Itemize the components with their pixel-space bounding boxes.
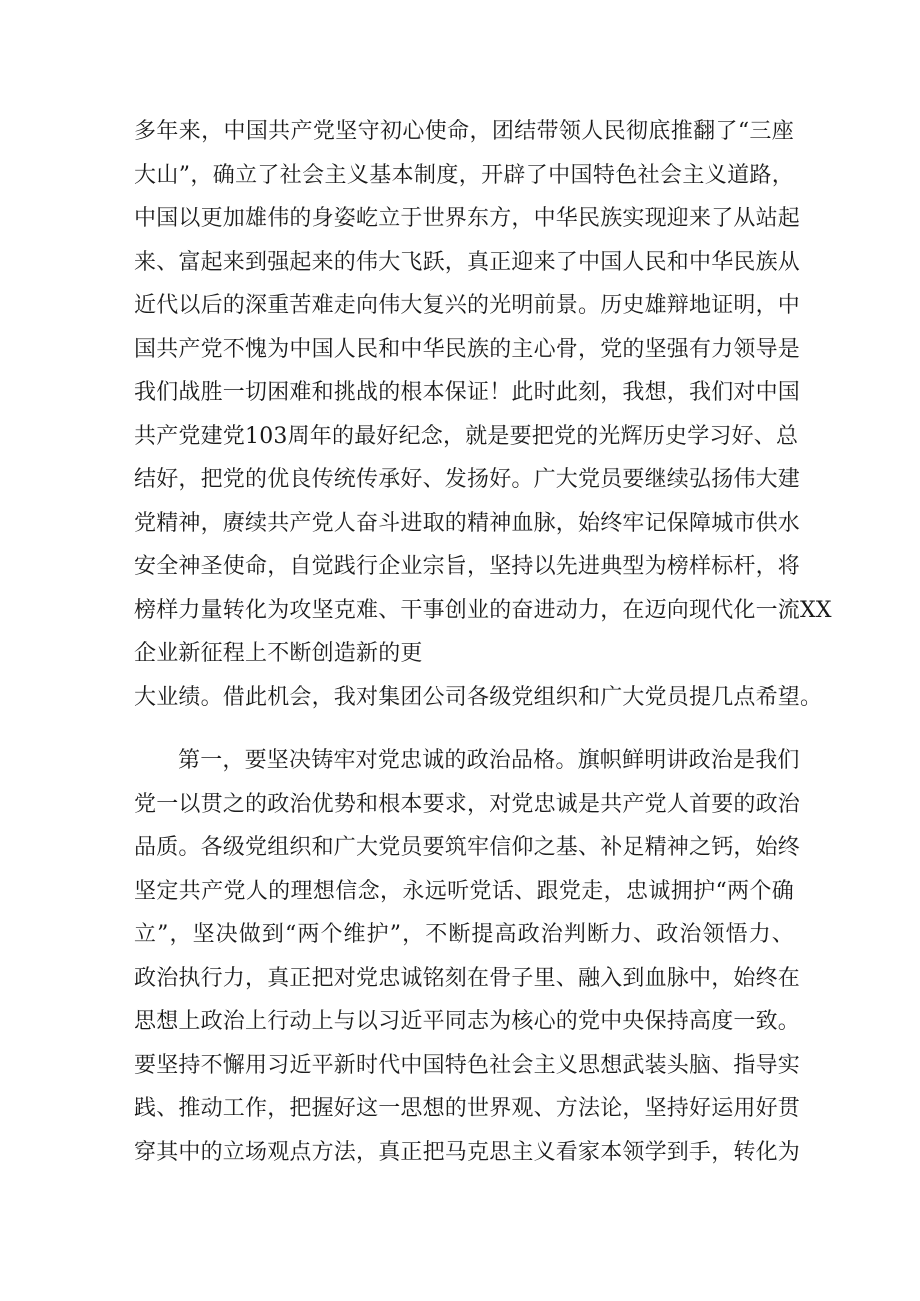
text-line: 践、推动工作，把握好这一思想的世界观、方法论，坚持好运用好贯: [134, 1096, 801, 1121]
text-line: 第一，要坚决铸牢对党忠诚的政治品格。旗帜鲜明讲政治是我们: [178, 748, 800, 773]
text-line: 立”，坚决做到“两个维护”，不断提高政治判断力、政治领悟力、: [134, 922, 794, 947]
text-line: 榜样力量转化为攻坚克难、干事创业的奋进动力，在迈向现代化一流XX: [134, 597, 832, 623]
text-line: 中国以更加雄伟的身姿屹立于世界东方，中华民族实现迎来了从站起: [134, 206, 801, 231]
text-line: 党一以贯之的政治优势和根本要求，对党忠诚是共产党人首要的政治: [134, 791, 801, 817]
text-line: 大业绩。借此机会，我对集团公司各级党组织和广大党员提几点希望。: [134, 684, 823, 710]
text-line: 思想上政治上行动上与以习近平同志为核心的党中央保持高度一致。: [134, 1009, 801, 1034]
text-line: 近代以后的深重苦难走向伟大复兴的光明前景。历史雄辩地证明，中: [134, 293, 801, 318]
text-line: 坚定共产党人的理想信念，永远听党话、跟党走，忠诚拥护“两个确: [134, 878, 794, 904]
text-line: 企业新征程上不断创造新的更: [134, 641, 423, 666]
text-line: 国共产党不愧为中国人民和中华民族的主心骨，党的坚强有力领导是: [134, 336, 801, 362]
text-line: 品质。各级党组织和广大党员要筑牢信仰之基、补足精神之钙，始终: [134, 835, 801, 860]
text-line: 我们战胜一切困难和挑战的根本保证！此时此刻，我想，我们对中国: [134, 380, 801, 405]
paragraph-2: [134, 739, 801, 1174]
paragraph-gap: [134, 719, 794, 739]
text-line: 大山”，确立了社会主义基本制度，开辟了中国特色社会主义道路，: [134, 162, 794, 188]
text-line: 要坚持不懈用习近平新时代中国特色社会主义思想武装头脑、指导实: [134, 1052, 801, 1078]
text-line: 结好，把党的优良传统传承好、发扬好。广大党员要继续弘扬伟大建: [134, 467, 801, 492]
text-line: 共产党建党103周年的最好纪念，就是要把党的光辉历史学习好、总: [134, 423, 799, 449]
text-line: 穿其中的立场观点方法，真正把马克思主义看家本领学到手，转化为: [134, 1139, 801, 1165]
text-line: 安全神圣使命，自觉践行企业宗旨，坚持以先进典型为榜样标杆，将: [134, 554, 801, 579]
text-line: 党精神，赓续共产党人奋斗进取的精神血脉，始终牢记保障城市供水: [134, 510, 801, 536]
document-page: [134, 110, 832, 1174]
text-line: 多年来，中国共产党坚守初心使命，团结带领人民彻底推翻了“三座: [134, 119, 794, 144]
text-line: 来、富起来到强起来的伟大飞跃，真正迎来了中国人民和中华民族从: [134, 249, 801, 275]
text-line: 政治执行力，真正把对党忠诚铭刻在骨子里、融入到血脉中，始终在: [134, 965, 801, 991]
paragraph-1: [134, 110, 832, 719]
